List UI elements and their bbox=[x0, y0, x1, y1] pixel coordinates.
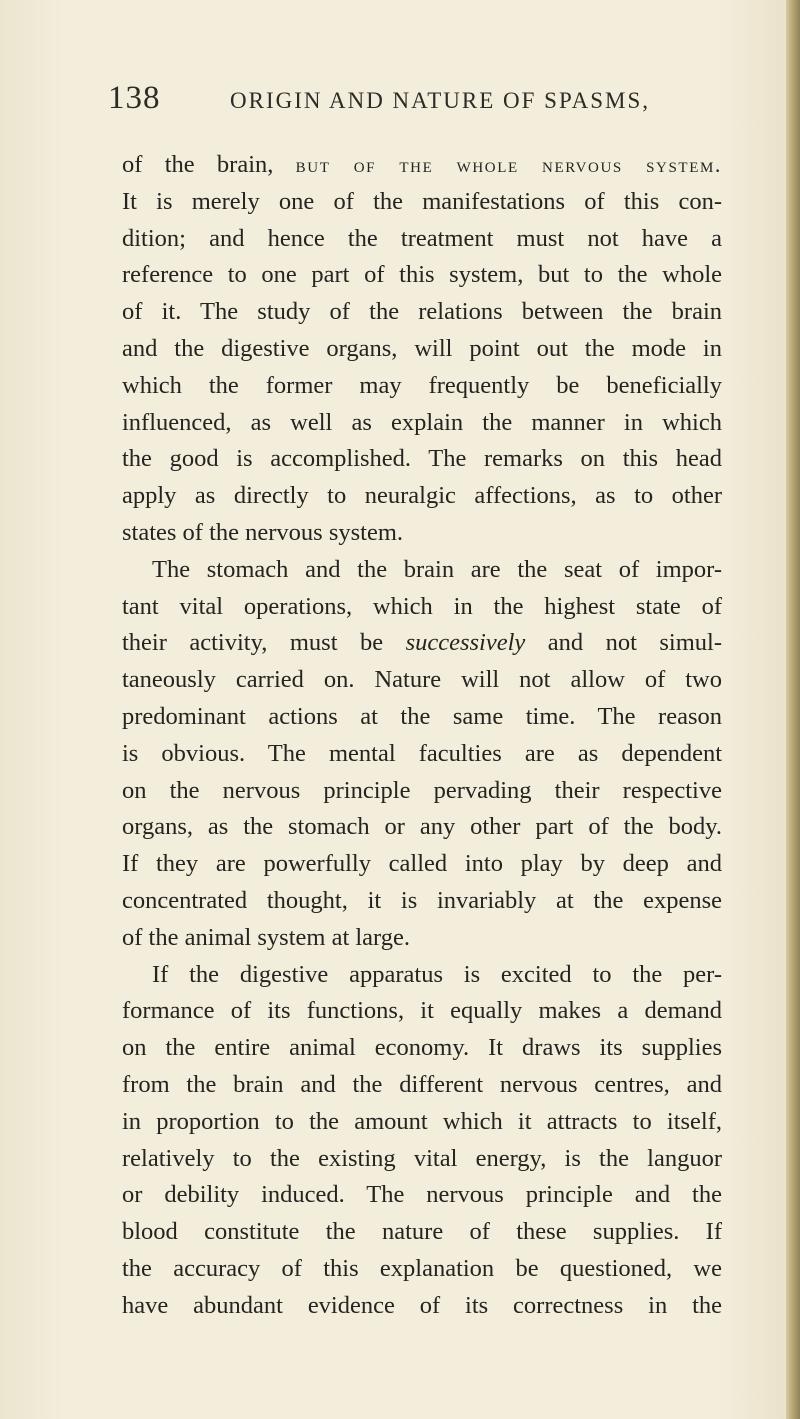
text-line: in proportion to the amount which it attracts to itself, bbox=[122, 1107, 722, 1135]
text-line: have abundant evidence of its correctness in the bbox=[122, 1291, 722, 1319]
text-line: tant vital operations, which in the highest state of bbox=[122, 592, 722, 620]
text-line: which the former may frequently be beneficially bbox=[122, 371, 722, 399]
text-line: of it. The study of the relations between the brain bbox=[122, 298, 722, 326]
text-segment: their activity, must be bbox=[122, 629, 406, 657]
text-segment: and not simul- bbox=[525, 629, 723, 657]
text-line bbox=[122, 147, 722, 184]
text-line: organs, as the stomach or any other part of the body. bbox=[122, 813, 722, 841]
text-line: states of the nervous system. bbox=[122, 518, 404, 546]
text-segment: of the brain, bbox=[122, 151, 296, 178]
running-head bbox=[108, 80, 748, 124]
text-line: the good is accomplished. The remarks on this head bbox=[122, 445, 722, 473]
text-line: reference to one part of this system, but to the whole bbox=[122, 261, 722, 289]
italic-word: successively bbox=[405, 629, 526, 657]
text-line: If the digestive apparatus is excited to the per- bbox=[152, 960, 722, 988]
text-line: If they are powerfully called into play by deep and bbox=[122, 850, 722, 878]
text-line: and the digestive organs, will point out the mode in bbox=[122, 334, 722, 362]
text-line: from the brain and the different nervous centres, and bbox=[122, 1070, 722, 1098]
text-line: taneously carried on. Nature will not allow of two bbox=[122, 666, 722, 694]
text-line: influenced, as well as explain the manner in which bbox=[122, 408, 722, 436]
text-line: the accuracy of this explanation be questioned, we bbox=[122, 1254, 722, 1282]
text-line: predominant actions at the same time. The reason bbox=[122, 702, 722, 730]
text-line: concentrated thought, it is invariably at the expense bbox=[122, 886, 722, 914]
running-head-title: ORIGIN AND NATURE OF SPASMS, bbox=[230, 88, 651, 113]
text-line: is obvious. The mental faculties are as dependent bbox=[122, 739, 722, 767]
text-line: apply as directly to neuralgic affections, as to other bbox=[122, 482, 722, 510]
small-caps-phrase: but of the whole nervous system. bbox=[295, 152, 722, 177]
binding-edge bbox=[786, 0, 800, 1419]
text-line: on the nervous principle pervading their respective bbox=[122, 776, 722, 804]
text-line bbox=[122, 625, 722, 662]
text-line: or debility induced. The nervous principle and the bbox=[122, 1181, 722, 1209]
text-line: The stomach and the brain are the seat of impor- bbox=[152, 555, 722, 583]
text-line: of the animal system at large. bbox=[122, 923, 411, 951]
text-line: dition; and hence the treatment must not have a bbox=[122, 224, 722, 252]
page-number: 138 bbox=[108, 80, 161, 116]
text-line: blood constitute the nature of these supplies. If bbox=[122, 1218, 722, 1246]
body-text bbox=[122, 147, 722, 1325]
text-line: It is merely one of the manifestations of this con- bbox=[122, 187, 722, 215]
text-line: formance of its functions, it equally makes a demand bbox=[122, 997, 722, 1025]
text-line: relatively to the existing vital energy, is the languor bbox=[122, 1144, 722, 1172]
text-line: on the entire animal economy. It draws its supplies bbox=[122, 1034, 722, 1062]
